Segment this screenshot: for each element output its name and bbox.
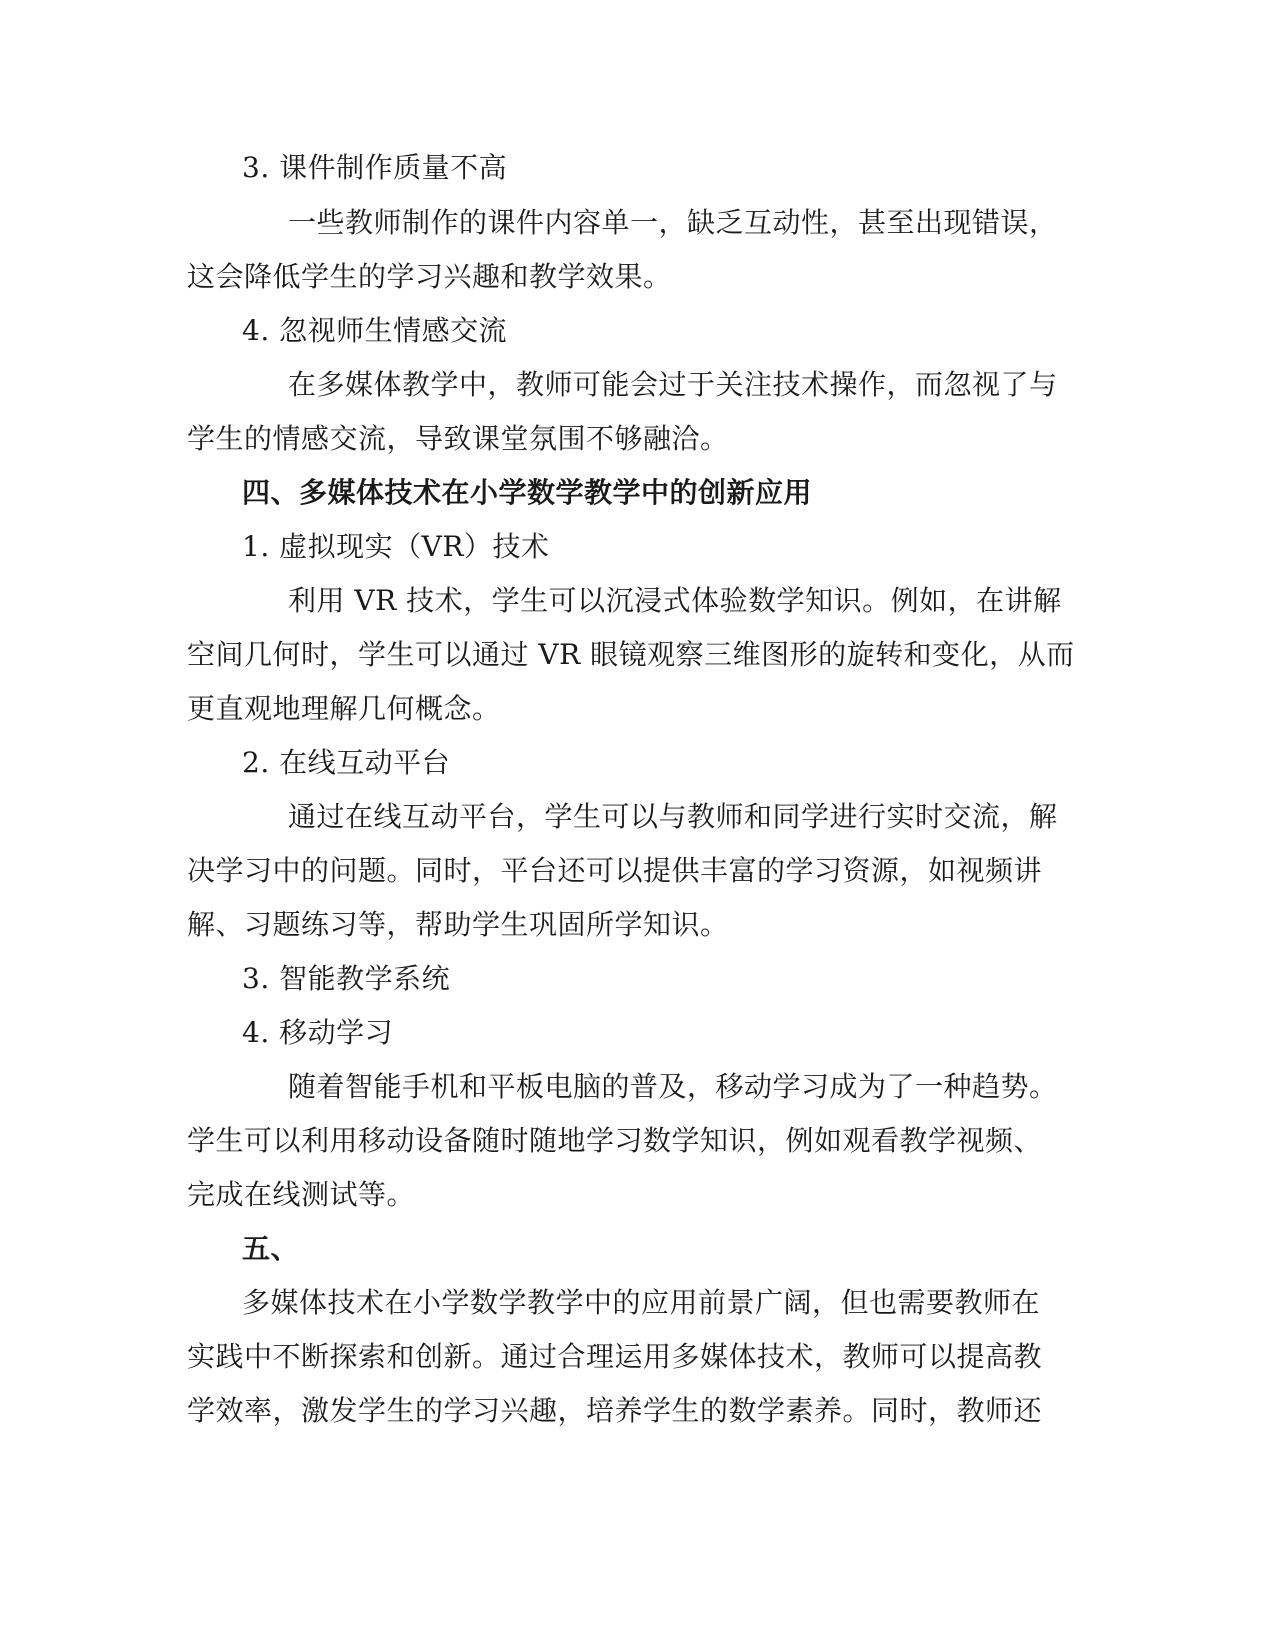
list-item-heading: 4. 忽视师生情感交流 [242, 314, 508, 347]
paragraph-line: 通过在线互动平台，学生可以与教师和同学进行实时交流，解 [288, 800, 1058, 833]
section-heading: 四、多媒体技术在小学数学教学中的创新应用 [242, 476, 813, 509]
list-item-heading: 3. 课件制作质量不高 [242, 151, 508, 184]
paragraph-line: 更直观地理解几何概念。 [187, 692, 501, 725]
paragraph-line: 决学习中的问题。同时，平台还可以提供丰富的学习资源，如视频讲 [187, 854, 1043, 887]
paragraph-line: 学效率，激发学生的学习兴趣，培养学生的数学素养。同时，教师还 [187, 1394, 1043, 1427]
paragraph-line: 多媒体技术在小学数学教学中的应用前景广阔，但也需要教师在 [242, 1286, 1041, 1319]
paragraph-line: 学生的情感交流，导致课堂氛围不够融洽。 [187, 422, 729, 455]
paragraph-line: 实践中不断探索和创新。通过合理运用多媒体技术，教师可以提高教 [187, 1340, 1043, 1373]
list-item-heading: 4. 移动学习 [242, 1016, 394, 1049]
paragraph-line: 学生可以利用移动设备随时随地学习数学知识，例如观看教学视频、 [187, 1124, 1043, 1157]
list-item-heading: 1. 虚拟现实（VR）技术 [242, 530, 550, 563]
paragraph-line: 一些教师制作的课件内容单一，缺乏互动性，甚至出现错误， [288, 206, 1058, 239]
paragraph-line: 完成在线测试等。 [187, 1178, 416, 1211]
paragraph-line: 解、习题练习等，帮助学生巩固所学知识。 [187, 908, 729, 941]
paragraph-line: 在多媒体教学中，教师可能会过于关注技术操作，而忽视了与 [288, 368, 1058, 401]
paragraph-line: 利用 VR 技术，学生可以沉浸式体验数学知识。例如，在讲解 [288, 584, 1062, 617]
list-item-heading: 2. 在线互动平台 [242, 746, 451, 779]
paragraph-line: 随着智能手机和平板电脑的普及，移动学习成为了一种趋势。 [288, 1070, 1058, 1103]
section-heading: 五、 [242, 1232, 300, 1265]
paragraph-line: 空间几何时，学生可以通过 VR 眼镜观察三维图形的旋转和变化，从而 [187, 638, 1075, 671]
list-item-heading: 3. 智能教学系统 [242, 962, 451, 995]
paragraph-line: 这会降低学生的学习兴趣和教学效果。 [187, 260, 672, 293]
